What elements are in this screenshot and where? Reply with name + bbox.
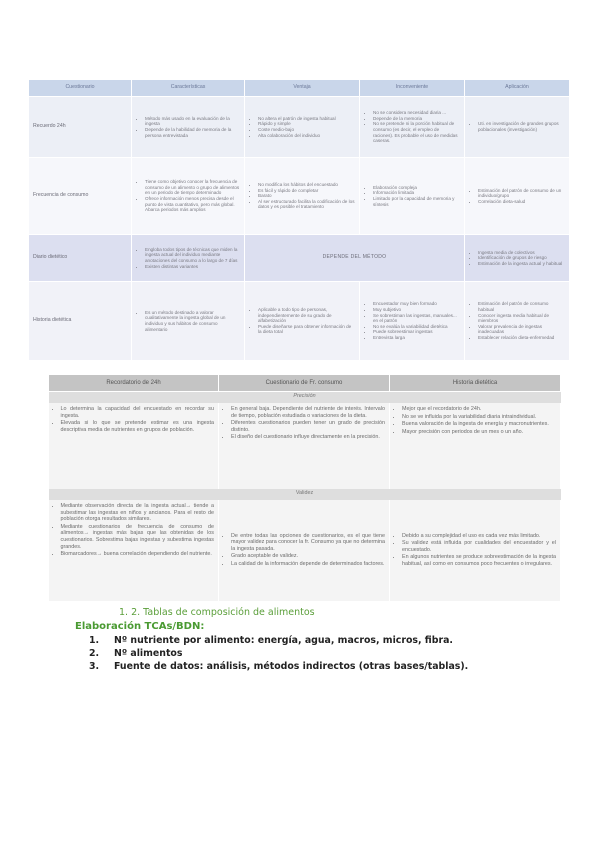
precision-cell [390, 403, 561, 489]
list-item: • El diseño del cuestionario influye directamente en la precisión. [231, 434, 385, 441]
list-item: • Depende de la memoria [373, 116, 460, 122]
list-item: • Coste medio-bajo [258, 127, 355, 133]
list-item: • No se ve influida por la variabilidad diaria intraindividual. [402, 414, 556, 421]
list-item: • Correlación dieta-salud [478, 199, 565, 205]
features-cell [132, 235, 245, 282]
list-item: • Mayor precisión con periodos de un mes o un año. [402, 429, 556, 436]
list-item: • Estimación del patrón de consumo habitual [478, 301, 565, 312]
application-cell [465, 235, 570, 282]
list-item: • Puede diseñarse para obtener información de la dieta total [258, 324, 355, 335]
validez-cell [219, 500, 390, 601]
list-item: • En algunos nutrientes se produce sobreestimación de la ingesta habitual, así como en consumos poco frecuentes o irregulares. [402, 554, 556, 567]
table2-header: Recordatorio de 24h [49, 375, 219, 392]
list-number: 1. [89, 635, 100, 646]
application-cell [465, 97, 570, 158]
list-item: • Tiene como objetivo conocer la frecuencia de consumo de un alimento o grupo de alimentos en un periodo de tiempo determinado [145, 179, 240, 196]
application-cell [465, 158, 570, 235]
list-item: • Rápido y simple [258, 121, 355, 127]
list-item: • Es un método destinado a valorar cualitativamente la ingesta global de un individuo y sus hábitos de consumo alimentario [145, 310, 240, 332]
list-item: • Es fácil y rápido de completar [258, 188, 355, 194]
list-item: • Valorar prevalencia de ingestas inadecuadas [478, 324, 565, 335]
list-item: • Alta colaboración del individuo [258, 133, 355, 139]
advantages-cell [245, 282, 360, 361]
list-item: • No se pretende ni la porción habitual de consumo (es decir, el empleo de raciones). Es probable el uso de medidas caseras. [373, 121, 460, 143]
list-item: • Al ser estructurado facilita la codificación de los datos y es posible el tratamiento [258, 199, 355, 210]
list-item: • Identificación de grupos de riesgo [478, 255, 565, 261]
list-item [75, 661, 575, 672]
table1-header: Inconveniente [360, 80, 465, 97]
list-item: • No se considera necesidad diaria ... [373, 110, 460, 116]
list-item: • Aplicable a todo tipo de personas, independientemente de su grado de alfabetización [258, 307, 355, 324]
list-item: • Lo determina la capacidad del encuestado en recordar su ingesta. [61, 406, 215, 419]
merged-cell: DEPENDE DEL MÉTODO [245, 235, 465, 282]
list-item [75, 648, 575, 659]
list-item: • No altera el patrón de ingesta habitual [258, 116, 355, 122]
section-subheading: Elaboración TCAs/BDN: [75, 621, 205, 632]
list-item: • Entrevista larga [373, 335, 460, 341]
list-text: Nº nutriente por alimento: energía, agua, macros, micros, fibra. [114, 635, 453, 646]
section-row [49, 489, 561, 500]
row-label: Frecuencia de consumo [29, 158, 132, 235]
list-item: • Método más usado en la evaluación de la ingesta [145, 116, 240, 127]
drawbacks-cell [360, 97, 465, 158]
list-item: • Mediante observación directa de la ingesta actual→ tiende a subestimar las ingestas en niños y ancianos. Para el resto de población otorga resultados similares. [61, 503, 215, 523]
list-number: 3. [89, 661, 100, 672]
table1-header-row [29, 80, 570, 97]
advantages-cell [245, 158, 360, 235]
list-number: 2. [89, 648, 100, 659]
list-item [75, 635, 575, 646]
list-item: • Se sobrestiman las ingestas, manuales... en el patrón [373, 313, 460, 324]
list-item: • Elevada si lo que se pretende estimar es una ingesta descriptiva media de nutrientes en grupos de población. [61, 420, 215, 433]
list-item: • Buena valoración de la ingesta de energía y macronutrientes. [402, 421, 556, 428]
advantages-cell [245, 97, 360, 158]
list-item: • Encuestador muy bien formado [373, 301, 460, 307]
table2-header: Cuestionario de Fr. consumo [219, 375, 390, 392]
list-item: • No modifica los hábitos del encuestado [258, 182, 355, 188]
list-item: • Puede sobreestimar ingestas [373, 329, 460, 335]
table1-header: Características [132, 80, 245, 97]
section-heading: 1. 2. Tablas de composición de alimentos [119, 607, 315, 618]
table-row [49, 500, 561, 601]
drawbacks-cell [360, 282, 465, 361]
list-item: • En general baja. Dependiente del nutriente de interés. Intervalo de tiempo, población estudiada o variaciones de la dieta. [231, 406, 385, 419]
list-item: • Mediante cuestionarios de frecuencia de consumo de alimentos→ ingestas más bajas que las obtenidas de los cuestionarios. Sobrestima bajas ingestas y subestima ingestas grandes. [61, 524, 215, 550]
elaboration-list [75, 635, 575, 672]
list-item: • Muy subjetivo [373, 307, 460, 313]
features-cell [132, 97, 245, 158]
list-item: • Mejor que el recordatorio de 24h. [402, 406, 556, 413]
list-item: • Barato [258, 193, 355, 199]
list-item: • Ingesta media de colectivos [478, 250, 565, 256]
precision-validity-table [48, 374, 561, 601]
list-item: • Diferentes cuestionarios pueden tener un grado de precisión distinto. [231, 420, 385, 433]
row-label: Historia dietética [29, 282, 132, 361]
list-item: • Su validez está influida por cualidades del encuestador y el encuestado. [402, 540, 556, 553]
table-row [49, 403, 561, 489]
list-text: Nº alimentos [114, 648, 183, 659]
table-row [29, 235, 570, 282]
table-row [29, 158, 570, 235]
list-item: • Grado aceptable de validez. [231, 553, 385, 560]
drawbacks-cell [360, 158, 465, 235]
list-item: • Engloba todos tipos de técnicas que miden la ingesta actual del individuo mediante anotaciones del consumo a lo largo de 7 días [145, 247, 240, 264]
questionnaire-comparison-table [28, 79, 570, 361]
table-row [29, 282, 570, 361]
list-item: • Uti. en investigación de grandes grupos poblacionales (investigación) [478, 121, 565, 132]
list-item: • No se evalúa la variabilidad dietética [373, 324, 460, 330]
list-item: • Ofrece información menos precisa desde el punto de vista cuantitativo, pero más global. Abarca periodos más amplios [145, 196, 240, 213]
application-cell [465, 282, 570, 361]
composition-tables-section [75, 607, 575, 672]
table1-header: Ventaja [245, 80, 360, 97]
list-item: • Depende de la habilidad de memoria de la persona entrevistada [145, 127, 240, 138]
section-row [49, 392, 561, 404]
row-label: Recuerdo 24h [29, 97, 132, 158]
row-label: Diario dietético [29, 235, 132, 282]
validez-cell [49, 500, 219, 601]
list-item: • Establecer relación dieta-enfermedad [478, 335, 565, 341]
table-row [29, 97, 570, 158]
table1-header: Cuestionario [29, 80, 132, 97]
list-item: • Estimación del patrón de consumo de un individuo/grupo [478, 188, 565, 199]
precision-label [49, 392, 561, 404]
list-item: • Información limitada [373, 190, 460, 196]
list-item: • Existen distintas variantes [145, 264, 240, 270]
features-cell [132, 158, 245, 235]
list-text: Fuente de datos: análisis, métodos indirectos (otras bases/tablas). [114, 661, 469, 672]
precision-cell [49, 403, 219, 489]
list-item: • Conocer ingesta media habitual de miembros [478, 313, 565, 324]
list-item: • La calidad de la información depende de determinados factores. [231, 561, 385, 568]
list-item: • Elaboración compleja [373, 185, 460, 191]
precision-label-text: Precisión [293, 393, 316, 399]
features-cell [132, 282, 245, 361]
list-item: • Debido a su complejidad el uso es cada vez más limitado. [402, 533, 556, 540]
validez-cell [390, 500, 561, 601]
precision-cell [219, 403, 390, 489]
table2-header-row [49, 375, 561, 392]
list-item: • Limitado por la capacidad de memoria y síntesis [373, 196, 460, 207]
list-item: • Estimación de la ingesta actual y habitual [478, 261, 565, 267]
table1-header: Aplicación [465, 80, 570, 97]
list-item: • Biomarcadores→ buena correlación dependiendo del nutriente. [61, 551, 215, 558]
validez-label: Validez [49, 489, 561, 500]
table2-header: Historia dietética [390, 375, 561, 392]
list-item: • De entre todas las opciones de cuestionarios, es el que tiene mayor validez para conocer la fr. Consumo ya que no determina la ingesta pasada. [231, 533, 385, 553]
